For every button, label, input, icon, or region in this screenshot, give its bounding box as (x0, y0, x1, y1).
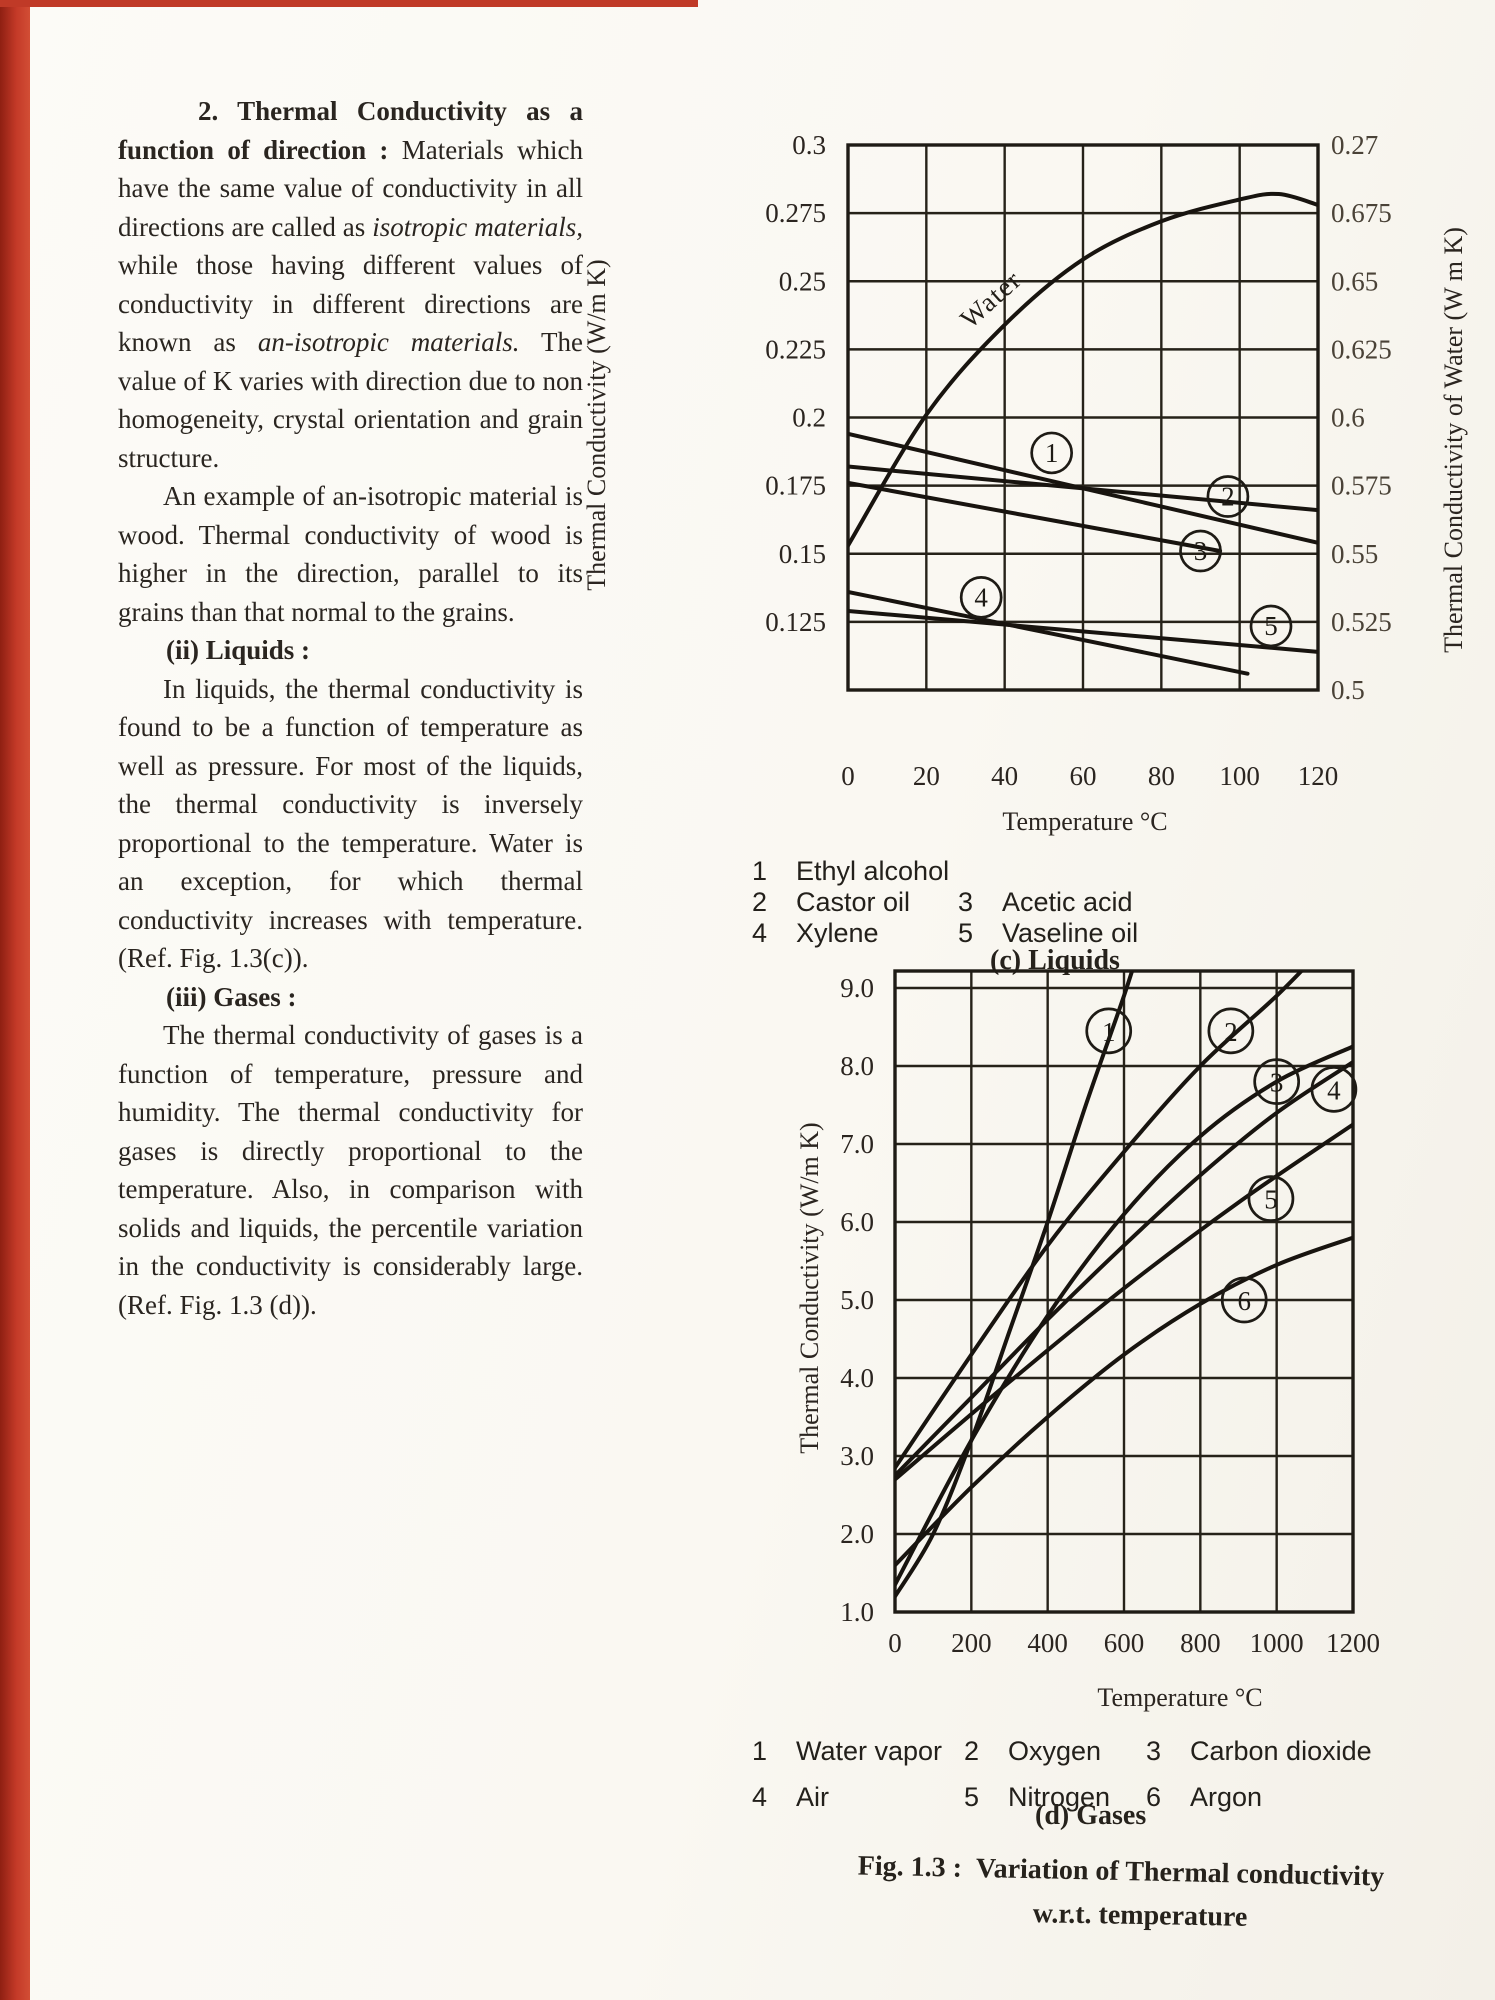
curve-number-3: 3 (1193, 536, 1208, 567)
curve-number-4: 4 (974, 582, 988, 613)
svg-text:9.0: 9.0 (840, 973, 874, 1003)
svg-text:0.3: 0.3 (792, 130, 826, 160)
legend-label: Argon (1190, 1782, 1263, 1812)
figure-caption-line1 (785, 1849, 1458, 1895)
book-spine-edge (0, 0, 30, 2000)
svg-text:3.0: 3.0 (840, 1441, 874, 1471)
p1-bold-lead: 2. Thermal Conductivity as a function of direction : (118, 96, 583, 165)
curve-number-4: 4 (1327, 1075, 1341, 1106)
svg-text:8.0: 8.0 (840, 1051, 874, 1081)
svg-text:40: 40 (991, 761, 1019, 791)
svg-text:Temperature °C: Temperature °C (1097, 1683, 1263, 1712)
svg-text:0.275: 0.275 (765, 198, 826, 229)
page-top-edge (0, 0, 698, 7)
svg-text:6.0: 6.0 (840, 1207, 874, 1237)
svg-text:400: 400 (1027, 1628, 1068, 1658)
legend-label: Carbon dioxide (1190, 1736, 1372, 1766)
legend-label: Vaseline oil (1002, 918, 1139, 948)
svg-text:0.27: 0.27 (1331, 130, 1379, 160)
legend-item-ethyl-alcohol (752, 856, 958, 887)
legend-label: Acetic acid (1002, 887, 1133, 917)
svg-text:0.5: 0.5 (1331, 675, 1365, 705)
svg-text:0.625: 0.625 (1331, 334, 1392, 365)
svg-text:200: 200 (951, 1628, 992, 1658)
svg-text:1.0: 1.0 (840, 1597, 874, 1627)
curve-number-2: 2 (1221, 481, 1235, 512)
svg-text:0.6: 0.6 (1331, 402, 1365, 433)
gases-legend-col1 (752, 1728, 964, 1820)
paragraph-thermal-conductivity-direction (118, 92, 583, 477)
legend-label: Castor oil (796, 887, 911, 917)
svg-text:800: 800 (1180, 1628, 1221, 1658)
svg-text:1200: 1200 (1326, 1628, 1380, 1658)
svg-text:Temperature °C: Temperature °C (1002, 807, 1168, 836)
curve-number-5: 5 (1264, 1184, 1278, 1215)
svg-text:0.525: 0.525 (1331, 606, 1392, 637)
legend-num: 5 (964, 1782, 980, 1812)
caption-liquids: (c) Liquids (990, 945, 1120, 976)
svg-text:5.0: 5.0 (840, 1285, 874, 1315)
svg-text:Thermal Conductivity (W/m K): Thermal Conductivity (W/m K) (582, 259, 611, 591)
legend-num: 1 (752, 856, 768, 886)
p1-italic-isotropic: isotropic materials, (372, 211, 583, 242)
curve-number-3: 3 (1269, 1067, 1284, 1098)
legend-label: Oxygen (1008, 1736, 1102, 1766)
curve-number-5: 5 (1264, 610, 1278, 641)
legend-num: 2 (964, 1736, 980, 1766)
p1-text-1: Materials which have the same value of conductivity in all directions are called as (118, 134, 583, 242)
paragraph-liquids: In liquids, the thermal conductivity is found to be a function of temperature as well as pressure. For most of the liquids, the thermal conductivity is inversely proportional to the temperature. Water is an exception, for which thermal conductivity increases with temperature. (Ref. Fig. 1.3(c)). (118, 673, 583, 973)
gases-legend-col3 (1146, 1728, 1372, 1820)
figure-caption-line2: w.r.t. temperature (1032, 1898, 1248, 1933)
legend-label: Nitrogen (1008, 1782, 1111, 1812)
svg-text:120: 120 (1297, 761, 1339, 791)
gases-grid (895, 971, 1353, 1612)
svg-text:2.0: 2.0 (840, 1519, 874, 1549)
svg-text:600: 600 (1103, 1628, 1145, 1658)
gases-chart (578, 938, 1493, 1738)
svg-text:0.675: 0.675 (1331, 198, 1392, 229)
legend-item-water-vapor (752, 1728, 964, 1774)
svg-text:0.175: 0.175 (765, 470, 826, 501)
legend-num: 1 (752, 1736, 768, 1766)
legend-num: 3 (958, 887, 974, 917)
svg-text:100: 100 (1219, 761, 1260, 791)
heading-liquids: (ii) Liquids : (166, 635, 311, 665)
legend-num: 3 (1146, 1736, 1162, 1766)
p1-text-2: while those having different values of conductivity in different directions are known as (118, 250, 583, 357)
curve-number-1: 1 (1101, 1016, 1116, 1047)
legend-item-castor-oil (752, 887, 958, 918)
legend-label: Xylene (796, 918, 879, 948)
legend-item-oxygen (964, 1728, 1146, 1774)
water-curve-label: Water (954, 264, 1028, 335)
liquids-legend-col2 (958, 856, 1138, 949)
svg-text:0.55: 0.55 (1331, 538, 1379, 569)
paragraph-gases: The thermal conductivity of gases is a function of temperature, pressure and humidity. The thermal conductivity for gases is directly proportional to the temperature. Also, in comparison with solids and liquids, the percentile variation in the conductivity is considerably large. (Ref. Fig. 1.3 (d)). (118, 1020, 583, 1320)
svg-text:20: 20 (912, 761, 940, 791)
curve-number-1: 1 (1044, 437, 1059, 468)
liquids-chart (578, 95, 1493, 865)
series-acetic-acid (848, 483, 1220, 551)
svg-text:Thermal Conductivity (W/m K): Thermal Conductivity (W/m K) (795, 1122, 824, 1454)
svg-text:0.125: 0.125 (765, 606, 826, 637)
gases-axis-labels (795, 973, 1380, 1712)
legend-num: 5 (958, 918, 974, 948)
svg-text:4.0: 4.0 (840, 1363, 874, 1393)
legend-label: Air (796, 1782, 829, 1812)
gases-markers (1087, 1009, 1356, 1322)
liquids-legend-col1 (752, 856, 958, 949)
svg-text:0.2: 0.2 (792, 402, 826, 433)
legend-label: Ethyl alcohol (796, 856, 950, 886)
legend-num: 4 (752, 918, 768, 948)
svg-text:60: 60 (1069, 761, 1097, 791)
svg-text:7.0: 7.0 (840, 1129, 874, 1159)
p1-text-3: The value of K varies with direction due to non homogeneity, crystal orientation and grain structure. (118, 327, 583, 473)
legend-item-air (752, 1774, 964, 1820)
svg-text:0.65: 0.65 (1331, 266, 1379, 297)
svg-text:0.225: 0.225 (765, 334, 826, 365)
figure-caption-prefix: Fig. 1.3 : (857, 1850, 963, 1884)
curve-number-2: 2 (1224, 1016, 1238, 1047)
svg-text:0.25: 0.25 (778, 266, 826, 297)
caption-gases: (d) Gases (1035, 1800, 1147, 1831)
heading-gases: (iii) Gases : (166, 981, 297, 1012)
legend-item-acetic-acid (958, 887, 1138, 918)
svg-text:0: 0 (841, 761, 855, 791)
legend-label: Water vapor (796, 1736, 943, 1766)
svg-text:0.15: 0.15 (778, 538, 826, 569)
curve-number-6: 6 (1237, 1286, 1251, 1316)
p1-italic-anisotropic: an-isotropic materials. (257, 327, 520, 357)
legend-num: 2 (752, 887, 768, 917)
paragraph-wood-example: An example of an-isotropic material is wood. Thermal conductivity of wood is higher in the direction, parallel to its grains than that normal to the grains. (118, 481, 583, 627)
legend-num: 4 (752, 1782, 768, 1812)
legend-num: 6 (1146, 1782, 1162, 1812)
article-column (118, 92, 583, 1324)
svg-text:0.575: 0.575 (1331, 470, 1392, 501)
legend-item-argon (1146, 1774, 1372, 1820)
legend-item-carbon-dioxide (1146, 1728, 1372, 1774)
svg-text:80: 80 (1147, 761, 1175, 791)
svg-text:0: 0 (888, 1628, 902, 1658)
svg-text:1000: 1000 (1249, 1628, 1304, 1658)
liquids-markers (961, 433, 1291, 646)
series-xylene (848, 592, 1248, 674)
figure-caption-text: Variation of Thermal conductivity (975, 1852, 1385, 1893)
svg-text:Thermal Conductivity of Water: Thermal Conductivity of Water (W m K) (1439, 227, 1468, 653)
liquids-legend (752, 856, 1138, 949)
